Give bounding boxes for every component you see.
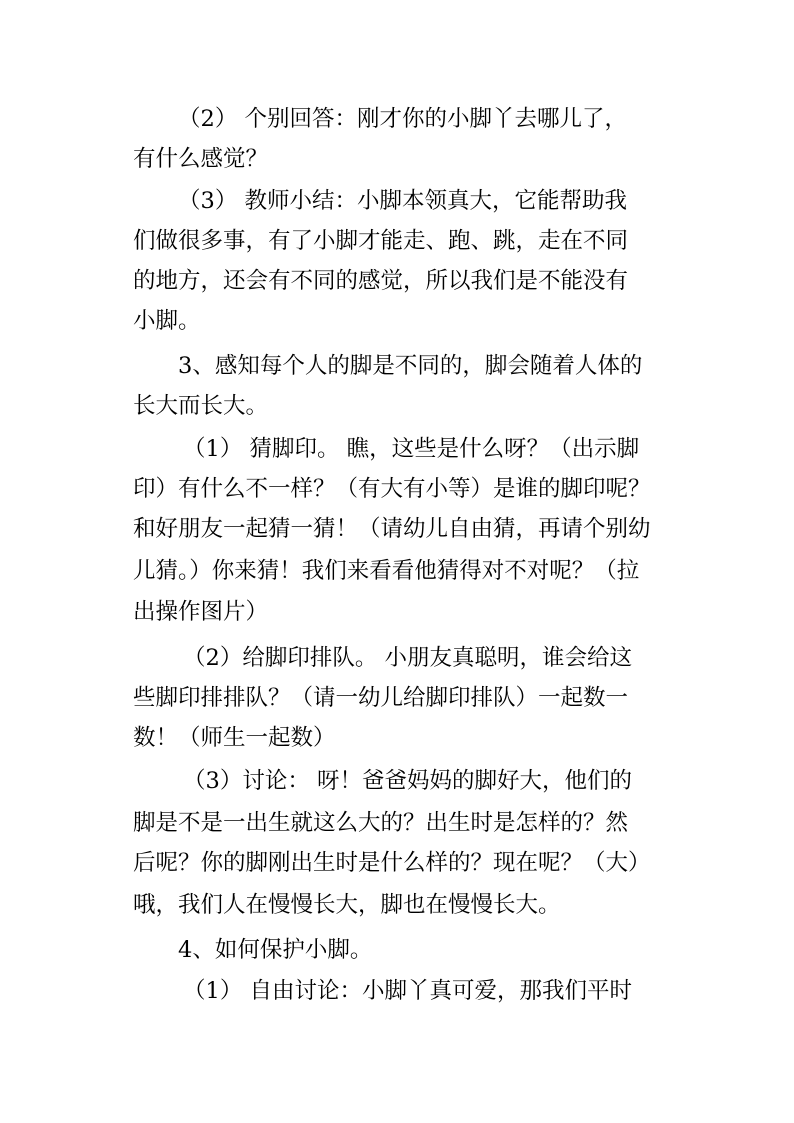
text-line: 的地方，还会有不同的感觉，所以我们是不能没有 <box>133 268 629 294</box>
text-line: （3） 教师小结：小脚本领真大，它能帮助我 <box>178 188 627 214</box>
text-line: （1） 猜脚印。 瞧，这些是什么呀？（出示脚 <box>183 436 640 462</box>
text-line: 有什么感觉？ <box>133 146 269 172</box>
text-line: （3）讨论： 呀！爸爸妈妈的脚好大，他们的 <box>183 768 632 794</box>
text-line: 后呢？你的脚刚出生时是什么样的？现在呢？（大） <box>133 850 651 876</box>
text-line: 脚是不是一出生就这么大的？出生时是怎样的？然 <box>133 810 629 836</box>
text-line: 哦，我们人在慢慢长大，脚也在慢慢长大。 <box>133 892 561 918</box>
text-line: 儿猜。）你来猜！我们来看看他猜得对不对呢？（拉 <box>133 558 640 584</box>
text-line: 们做很多事，有了小脚才能走、跑、跳，走在不同 <box>133 228 629 254</box>
text-line: 小脚。 <box>133 308 201 334</box>
text-line: 3、感知每个人的脚是不同的，脚会随着人体的 <box>178 353 643 379</box>
text-line: （2）给脚印排队。 小朋友真聪明，谁会给这 <box>183 645 632 671</box>
text-line: 4、如何保护小脚。 <box>178 937 373 963</box>
text-line: （1） 自由讨论：小脚丫真可爱，那我们平时 <box>183 978 632 1004</box>
text-line: 数！（师生一起数） <box>133 725 336 751</box>
text-line: 印）有什么不一样？（有大有小等）是谁的脚印呢？ <box>133 476 651 502</box>
text-line: 些脚印排排队？（请一幼儿给脚印排队）一起数一 <box>133 685 629 711</box>
text-line: 出操作图片） <box>133 599 269 625</box>
text-line: 和好朋友一起猜一猜！（请幼儿自由猜，再请个别幼 <box>133 516 651 542</box>
text-line: 长大而长大。 <box>133 393 269 419</box>
text-line: （2） 个别回答：刚才你的小脚丫去哪儿了， <box>178 106 627 132</box>
